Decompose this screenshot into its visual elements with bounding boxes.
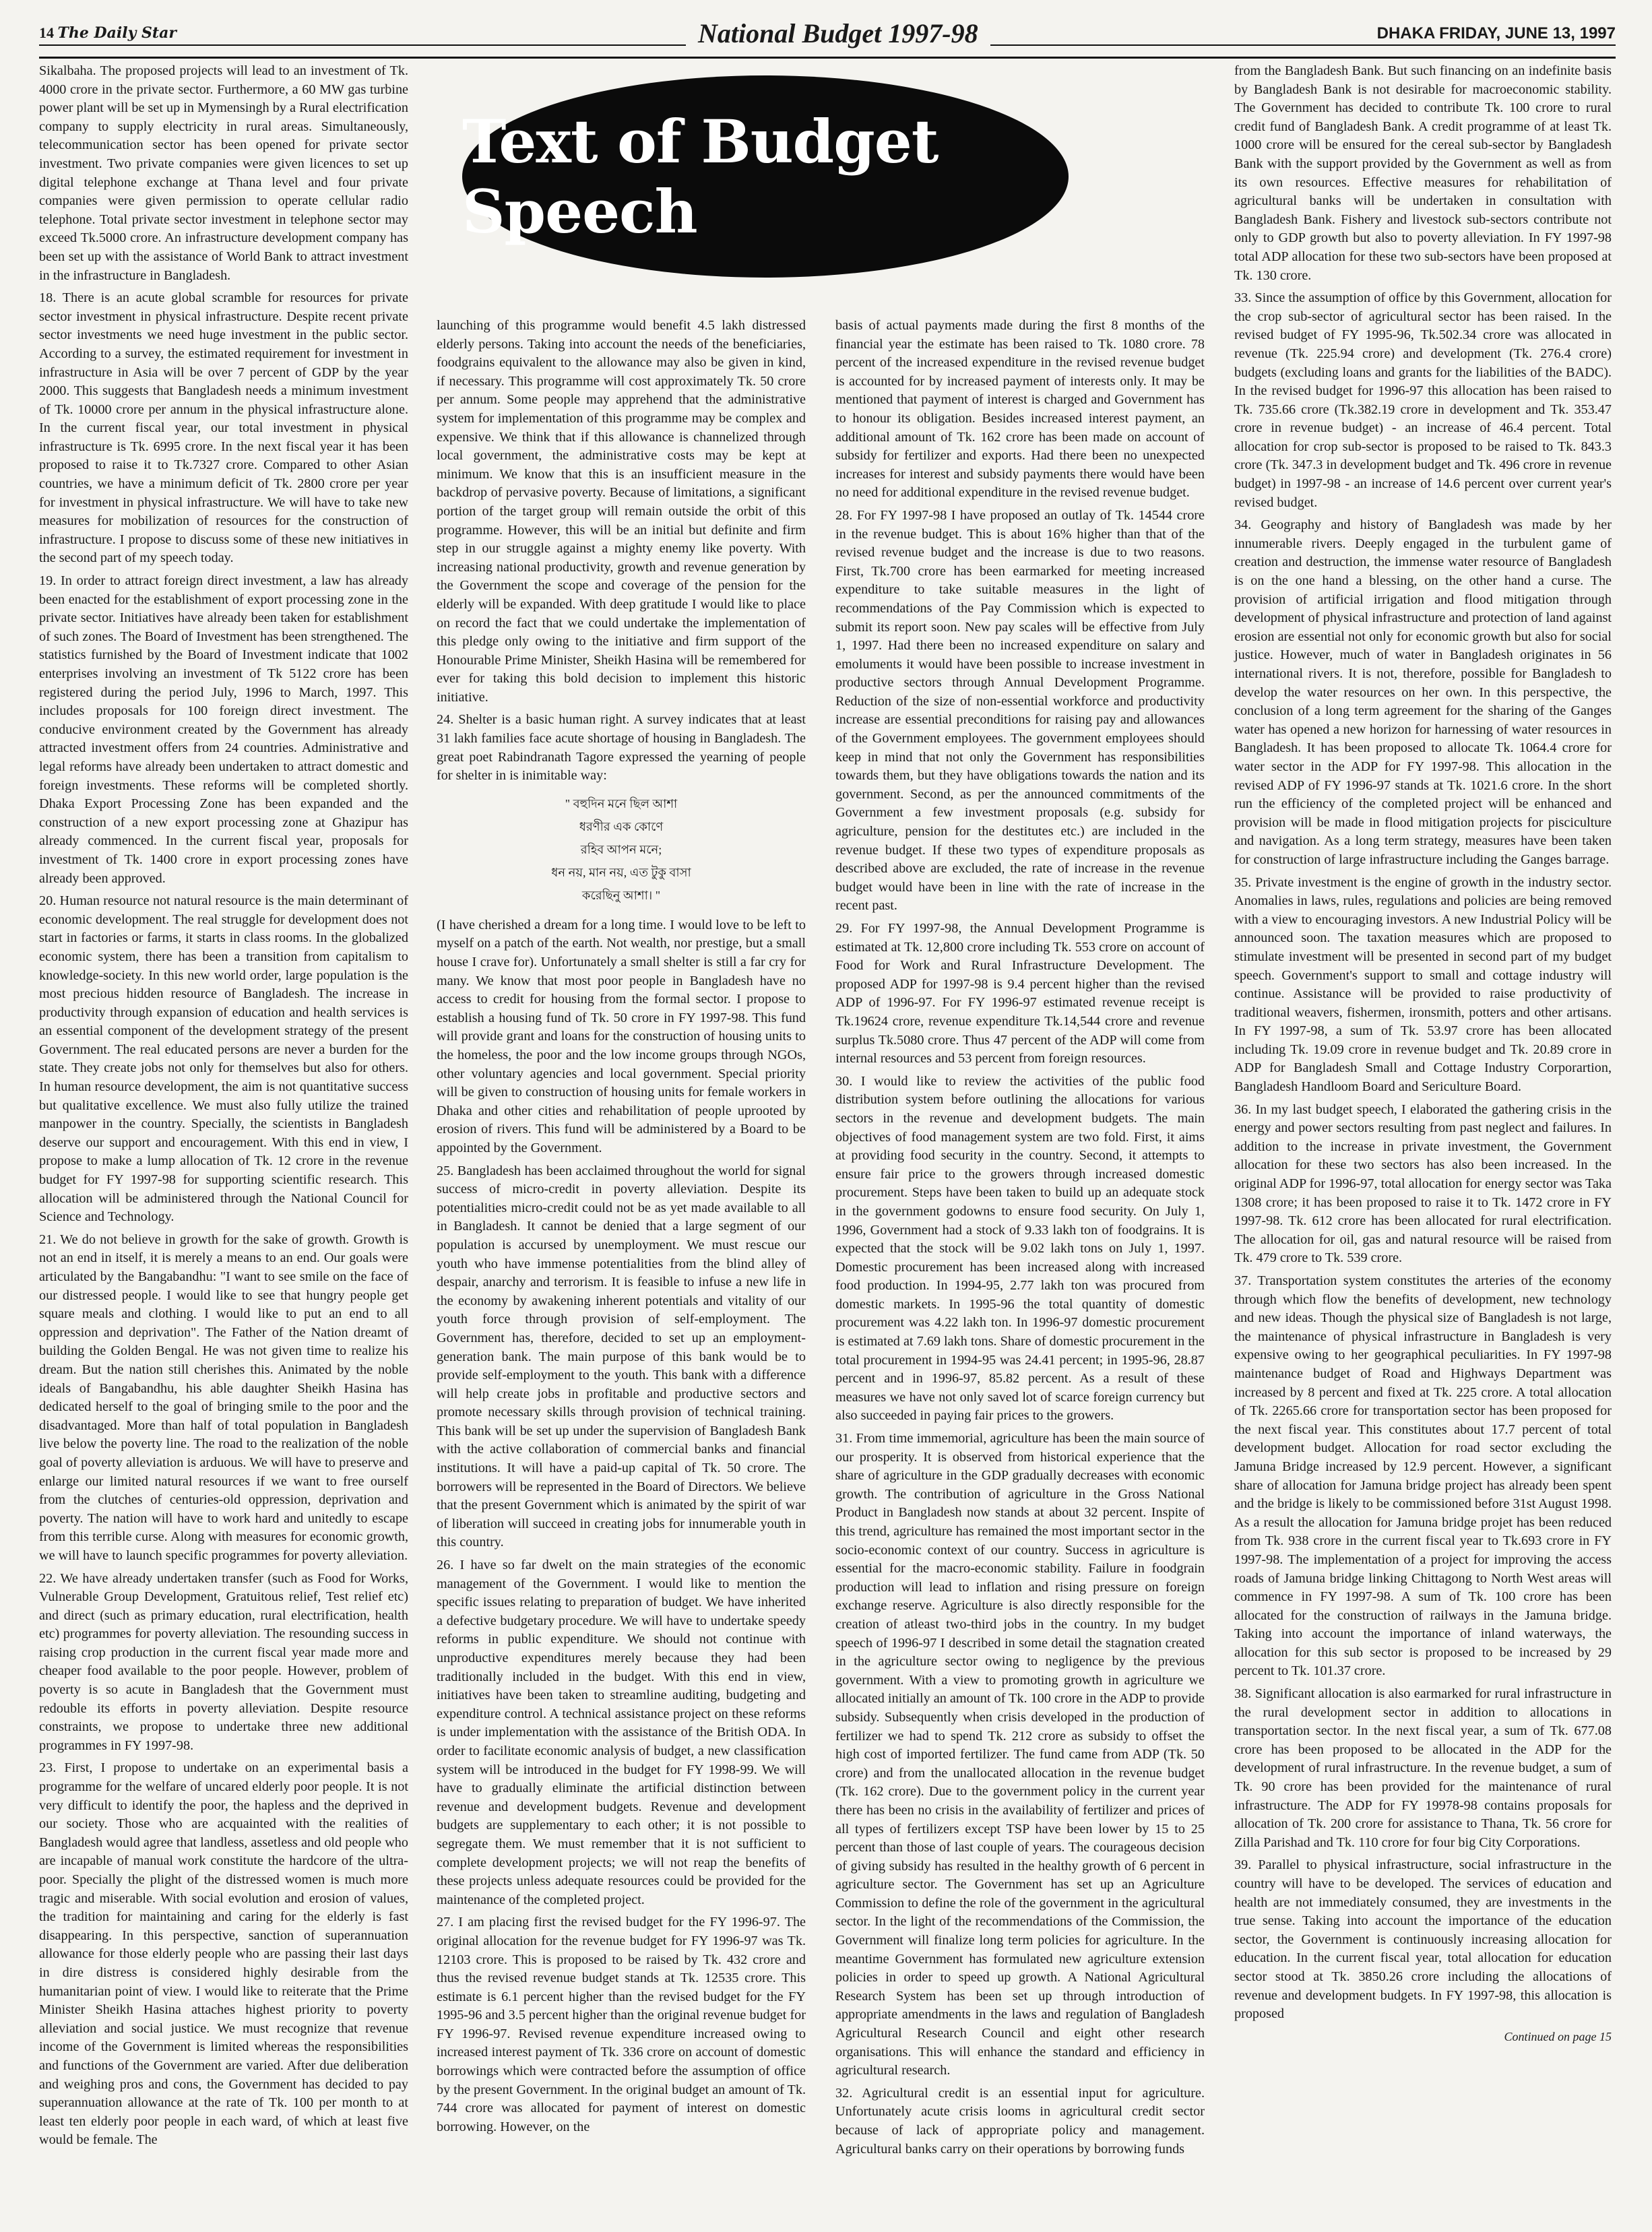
continued-note: Continued on page 15	[1504, 2029, 1612, 2043]
column-1	[39, 62, 408, 2211]
tagore-poem	[437, 792, 806, 907]
paragraph: Sikalbaha. The proposed projects will lead to an investment of Tk. 4000 crore in the private sector. Furthermore, a 60 MW gas turbine power plant will be set up in Mymensingh by a Rural electrification company to supply electricity in rural areas. Simultaneously, telecommunication sector has been opened for private sector investment. Two private companies were given licences to set up digital telephone exchange at Thana level and four private companies were given permission to operate cellular radio telephone. Total private sector investment in telephone sector may exceed Tk.5000 crore. An infrastructure development company has been set up with the assistance of World Bank to attract investment in the infrastructure in Bangladesh.	[39, 63, 408, 283]
poem-line: " বহুদিন মনে ছিল আশা	[565, 796, 678, 810]
headline: Text of Budget Speech	[462, 106, 939, 247]
paragraph: 29. For FY 1997-98, the Annual Development Programme is estimated at Tk. 12,800 crore including Tk. 553 crore on account of Food for Work and Rural Infrastructure Development. The proposed ADP for 1997-98 is 9.4 percent higher than the revised ADP of 1996-97. For FY 1996-97 estimated revenue receipt is Tk.19624 crore, revenue expenditure Tk.14,544 crore and revenue surplus Tk.5080 crore. Thus 47 percent of the ADP will come from internal resources and 53 percent from foreign resources.	[835, 921, 1205, 1066]
paragraph: 24. Shelter is a basic human right. A survey indicates that at least 31 lakh families face acute shortage of housing in Bangladesh. The great poet Rabindranath Tagore expressed the yearning of people for shelter in is inimitable way:	[437, 712, 806, 784]
poem-line: করেছিনু আশা। "	[581, 888, 661, 902]
paragraph: 30. I would like to review the activities of the public food distribution system before outlining the allocations for various sectors in the revenue and development budgets. The main objectives of food management system are two fold. First, it aims at providing food security in the country. Second, it attempts to ensure fair price to the growers through increased domestic procurement. Steps have been taken to build up an adequate stock in the government godowns to ensure food security. On July 1, 1996, Government had a stock of 9.33 lakh ton of foodgrains. It is expected that the stock will be 9.02 lakh tons on July 1, 1997. Domestic procurement has been increased along with increased food production. In 1994-95, 2.77 lakh ton was procured from domestic markets. In 1995-96 the total quantity of domestic procurement was 4.22 lakh ton. In 1996-97 domestic procurement is estimated at 7.69 lakh tons. Share of domestic procurement in the total procurement in 1994-95 was 24.41 percent; in 1995-96, 28.87 percent and in 1996-97, 85.82 percent. As a result of these measures we have not only saved lot of scarce foreign currency but also succeeded in paying fair prices to the growers.	[835, 1073, 1205, 1424]
paragraph: from the Bangladesh Bank. But such financing on an indefinite basis by Bangladesh Bank is not desirable for macroeconomic stability. The Government has decided to contribute Tk. 100 crore to rural credit fund of Bangladesh Bank. A credit programme of at least Tk. 1000 crore will be ensured for the cereal sub-sector by Bangladesh Bank with the support provided by the Government as well as from its own resources. Effective measures for rehabilitation of agricultural banks will be undertaken in consultation with Bangladesh Bank. Fishery and livestock sub-sectors contribute not only to GDP growth but also to poverty alleviation. In FY 1997-98 total ADP allocation for these two sub-sectors have been proposed at Tk. 130 crore.	[1234, 63, 1612, 283]
paragraph: 39. Parallel to physical infrastructure, social infrastructure in the country will have to be developed. The services of education and health are not immediately consumed, they are investments in the true sense. Taking into account the importance of the education sector, the Government is continuously increasing allocation for education. In the current fiscal year, total allocation for education sector stood at Tk. 3850.26 crore including the allocations of revenue and development budgets. In FY 1997-98, this allocation is proposed	[1234, 1857, 1612, 2022]
paragraph: basis of actual payments made during the first 8 months of the financial year the estimate has been raised to Tk. 1080 crore. 78 percent of the increased expenditure in the revised revenue budget is accounted for by increased payment of interests only. It may be mentioned that payment of interest is charged and Government has to honour its obligation. Besides increased interest payment, an additional amount of Tk. 162 crore has been made on account of subsidy for fertilizer and exports. Had there been no unexpected increases for interest and subsidy payments there would have been no need for additional expenditure in the revised revenue budget.	[835, 318, 1205, 501]
paragraph: 26. I have so far dwelt on the main strategies of the economic management of the Government. I would like to mention the specific issues relating to preparation of budget. We have inherited a defective budgetary procedure. We will have to undertake speedy reforms in public expenditure. We should not continue with unproductive expenditures merely because they had been traditionally included in the budget. With this end in view, initiatives have been taken to streamline auditing, budgeting and expenditure control. A technical assistance project on these reforms is under implementation with the assistance of the British ODA. In order to facilitate economic analysis of budget, a new classification system will be introduced in the budget for FY 1998-99. We will have to gradually eliminate the artificial distinction between revenue and development budgets. Revenue and development budgets are supplementary to each other; it is not possible to segregate them. We must remember that it is not sufficient to complete development projects; we will not reap the benefits of these projects unless adequate resources could be provided for the maintenance of the completed project.	[437, 1558, 806, 1907]
section-title: National Budget 1997-98	[686, 18, 990, 49]
paragraph: 37. Transportation system constitutes the arteries of the economy through which flow the benefits of development, new technology and new ideas. Though the physical size of Bangladesh is not large, the maintenance of physical infrastructure in Bangladesh is very expensive owing to her geographical peculiarities. In FY 1997-98 maintenance budget of Road and Highways Department was increased by 8 percent and fixed at Tk. 225 crore. A total allocation of Tk. 2265.66 crore for transportation sector has been proposed for the next fiscal year. This constitutes about 17.7 percent of total development budget. Allocation for road sector excluding the Jamuna Bridge increased by 12.9 percent. However, a significant share of allocation for Jamuna bridge project has already been spent and the bridge is likely to be commissioned before 31st August 1998. As a result the allocation for Jamuna bridge projet has been reduced from Tk. 938 crore in the current fiscal year to Tk.693 crore in FY 1997-98. The implementation of a project for improving the access roads of Jamuna bridge linking Chittagong to North West areas will commence in FY 1997-98. A sum of Tk. 100 crore has been allocated for the construction of railways in the Jamuna bridge. Taking into account the importance of inland waterways, the allocation for this sub sector is proposed to be increased by 29 percent to Tk. 101.37 crore.	[1234, 1273, 1612, 1679]
paragraph: 23. First, I propose to undertake on an experimental basis a programme for the welfare of uncared elderly poor people. It is not very difficult to identify the poor, the hapless and the deprived in our society. Those who are acquainted with the realities of Bangladesh would agree that landless, assetless and old people who are incapable of manual work constitute the hardcore of the ultra-poor. Specially the plight of the distressed women is much more tragic and miserable. With social evolution and erosion of values, the tradition for maintaining and caring for the elderly is fast disappearing. In this perspective, sanction of superannuation allowance for those elderly people who are passing their last days in dire distress is considered highly desirable from the humanitarian point of view. I would like to reiterate that the Prime Minister Sheikh Hasina attaches highest priority to poverty alleviation and social justice. We must recognize that revenue income of the Government is limited whereas the responsibilities and functions of the Government are varied. After due deliberation and weighing pros and cons, the Government has decided to pay superannuation allowance at the rate of Tk. 100 per month to at least ten elderly poor people in each ward, of which at least five would be female. The	[39, 1760, 408, 2148]
poem-line: ধরণীর এক কোণে	[579, 819, 664, 833]
paragraph: launching of this programme would benefit 4.5 lakh distressed elderly persons. Taking into account the needs of the beneficiaries, foodgrains equivalent to the allowance may also be given in kind, if necessary. This programme will cost approximately Tk. 50 crore per annum. Some people may apprehend that the administrative system for implementation of this programme may be complex and expensive. We think that if this allowance is channelized through local government, the administrative costs may be kept at minimum. We know that this is an insufficient measure in the backdrop of pervasive poverty. Because of limitations, a significant portion of the target group will remain outside the orbit of this programme. However, this will be an initial but definite and firm step in our struggle against a mighty enemy like poverty. With increasing national productivity, growth and revenue generation by the Government the scope and coverage of the pension for the elderly will be expanded. With deep gratitude I would like to place on record the fact that we could undertake the implementation of this pledge only owing to the initiative and firm support of the Honourable Prime Minister, Sheikh Hasina will be remembered for ever for taking this bold decision to implement this historic initiative.	[437, 318, 806, 705]
paragraph: 35. Private investment is the engine of growth in the industry sector. Anomalies in laws, rules, regulations and policies are being removed with a view to encouraging investors. A new Industrial Policy will be announced soon. The taxation measures which are proposed to stimulate investment will be presented in second part of my budget speech. Government's support to small and cottage industry will continue. Assistance will be provided to raise productivity of traditional weavers, fishermen, ironsmith, potters and other artisans. In FY 1997-98, a sum of Tk. 53.97 crore has been allocated including Tk. 19.09 crore in revenue budget and Tk. 20.89 crore in ADP for Bangladesh Small and Cottage Industry Corporartion, Bangladesh Handloom Board and Sericulture Board.	[1234, 874, 1612, 1095]
paragraph: 34. Geography and history of Bangladesh was made by her innumerable rivers. Deeply engaged in the turbulent game of creation and destruction, the immense water resource of Bangladesh is on the one hand a blessing, on the other hand a curse. The provision of artificial irrigation and flood mitigation through development of physical infrastructure and protection of land against erosion are essential not only for economic growth but also for social justice. However, much of water in Bangladesh originates in 56 international rivers. It is not, therefore, possible for Bangladesh to develop the water resources on her own. In this perspective, the conclusion of a long term agreement for the sharing of the Ganges water has opened a new horizon for harnessing of water resources in Bangladesh. It has been proposed to allocate Tk. 1064.4 crore for water sector in the ADP for FY 1997-98. This allocation in the revised ADP of FY 1996-97 stands at Tk. 1021.6 crore. In the short run the efficiency of the completed project will be enhanced and provision will be made in flood mitigation projects for pisciculture and navigation. As a long term strategy, measures have been taken for construction of large infrastructure including the Ganges barrage.	[1234, 517, 1612, 867]
paragraph: 21. We do not believe in growth for the sake of growth. Growth is not an end in itself, it is merely a means to an end. Our goals were articulated by the Bangabandhu: "I want to see smile on the face of our distressed people. I would like to see that hungry people get square meals and clothing. I would like to put an end to all oppression and deprivation". The Father of the Nation dreamt of building the Golden Bengal. He was not given time to realize his dream. But the nation still cherishes this. Animated by the noble ideals of Bangabandhu, his able daughter Sheikh Hasina has dedicated herself to the goal of bringing smile to the poor and the disadvantaged. More than half of total population in Bangladesh live below the poverty line. The road to the realization of the noble goal of poverty alleviation is arduous. We will have to preserve and enlarge our limited natural resources if we want to free ourself from the clutches of centuries-old oppression, deprivation and poverty. The nation will have to work hard and unitedly to escape from this terrible curse. Along with measures for economic growth, we will have to launch specific programmes for poverty alleviation.	[39, 1232, 408, 1563]
page-header-left	[39, 24, 177, 42]
paragraph: 28. For FY 1997-98 I have proposed an outlay of Tk. 14544 crore in the revenue budget. This is about 16% higher than that of the revised revenue budget and the increase is due to two reasons. First, Tk.700 crore has been earmarked for meeting increased expenditure to take suitable measures in the light of recommendations of the Pay Commission which is expected to submit its report soon. New pay scales will be effective from July 1, 1997. Had there been no increased expenditure on salary and emoluments it would have been possible to increase investment in productive sectors through Annual Development Programme. Reduction of the size of non-essential workforce and productivity increase are essential preconditions for raising pay and allowances of the Government employees. The government employees should keep in mind that not only the Government has responsibilities towards them, but they have obligations towards the nation and its government. Second, as per the announced commitments of the Government a few investment proposals (e.g. subsidy for agriculture, pension for the destitutes etc.) are included in the revenue budget. If these two types of expenditure proposals as described above are excluded, the rate of increase in the revenue budget would have been in line with the rate of increase in the recent past.	[835, 507, 1205, 914]
poem-line: রহিব আপন মনে;	[580, 842, 662, 856]
paragraph: 31. From time immemorial, agriculture has been the main source of our prosperity. It is observed from historical experience that the share of agriculture in the GDP gradually decreases with economic growth. The contribution of agriculture in the Gross National Product in Bangladesh now stands at about 32 percent. Inspite of this trend, agriculture has remained the most important sector in the socio-economic context of our country. Success in agriculture is essential for the macro-economic stability. Failure in foodgrain production will lead to inflation and rising pressure on foreign exchange reserve. Agriculture is also directly responsible for the creation of atleast two-third jobs in the country. In my budget speech of 1996-97 I described in some detail the stagnation created in the agriculture sector owing to negligence by the previous government. With a view to promoting growth in agriculture we allocated initially an amount of Tk. 100 crore in the ADP to provide subsidy. Subsequently when crisis developed in the production of fertilizer we had to spend Tk. 212 crore as subsidy to offset the high cost of imported fertilizer. The fund came from ADP (Tk. 50 crore) and from the unallocated allocation in the revenue budget (Tk. 162 crore). Due to the government policy in the current year there has been no crisis in the availability of fertilizer and prices of all types of fertilizers except TSP have been lower by 15 to 25 percent than those of last couple of years. The courageous decision of giving subsidy has resulted in the healthy growth of 6 percent in agriculture sector. The Government has set up an Agriculture Commission to define the role of the government in the agricultural sector. In the light of the recommendations of the Commission, the Government will finalize long term policies for agriculture. In the meantime Government has formulated new agriculture extension policies in order to speed up growth. A National Agricultural Research System has been set up through introduction of appropriate amendments in the laws and regulation of Bangladesh Agricultural Research Council and eight other research organisations. This will enhance the standard and efficiency in agricultural research.	[835, 1431, 1205, 2078]
page-number: 14	[39, 24, 54, 41]
column-4	[1234, 62, 1612, 2211]
paragraph: 18. There is an acute global scramble for resources for private sector investment in physical infrastructure. Despite recent private sector investments we need huge investment in the public sector. According to a survey, the estimated requirement for investment in infrastructure in Asia will be over 7 percent of GDP by the year 2000. This suggests that Bangladesh needs a minimum investment of Tk. 10000 crore per annum in the physical infrastructure alone. In the current fiscal year, our total investment in physical infrastructure is Tk. 6995 crore. In the next fiscal year it has been proposed to raise it to Tk.7327 crore. Compared to other Asian countries, we have a minimum deficit of Tk. 2800 crore per year for investment in physical infrastructure. We will have to take new measures for mobilization of resources for the construction of infrastructure. I propose to discuss some of these new initiatives in the second part of my speech today.	[39, 290, 408, 566]
paragraph: (I have cherished a dream for a long time. I would love to be left to myself on a patch of the earth. Not wealth, nor prestige, but a small house I crave for). Unfortunately a small shelter is still a far cry for many. We know that most poor people in Bangladesh have no access to credit for housing from the formal sector. I propose to establish a housing fund of Tk. 50 crore in FY 1997-98. This fund will provide grant and loans for the construction of housing units to the homeless, the poor and the low income groups through NGOs, other voluntary agencies and local government. Special priority will be given to construction of housing units for female workers in Dhaka and other cities and rehabilitation of people uprooted by erosion of rivers. This fund will be administered by a Board to be appointed by the Government.	[437, 917, 806, 1155]
paragraph: 25. Bangladesh has been acclaimed throughout the world for signal success of micro-credit in poverty alleviation. Despite its potentialities micro-credit could not be as yet made available to all in Bangladesh. It cannot be denied that a large segment of our population is accursed by unemployment. We must rescue our youth who have immense potentialities from the blind alley of despair, anarchy and terrorism. It is feasible to infuse a new life in the economy by awakening inherent potentials and vitality of our youth force through provision of self-employment. The Government has, therefore, decided to set up an employment-generation bank. The main purpose of this bank would be to provide self-employment to the youth. This bank with a difference will help create jobs in profitable and productive sectors and promote necessary skills through provision of technical training. This bank will be set up under the supervision of Bangladesh Bank with the active collaboration of commercial banks and financial institutions. It will have a paid-up capital of Tk. 50 crore. The borrowers will be represented in the Board of Directors. We believe that the present Government which is animated by the spirit of war of liberation will succeed in creating jobs for innumerable youth in this country.	[437, 1163, 806, 1550]
paragraph: 22. We have already undertaken transfer (such as Food for Works, Vulnerable Group Development, Gratuitous relief, Test relief etc) and direct (such as primary education, rural electrification, health etc) programmes for poverty alleviation. The resounding success in raising crop production in the current fiscal year made more and cheaper food available to the poor people. However, problem of poverty is so acute in Bangladesh that the Government must redouble its efforts in poverty alleviation. Despite resource constraints, we propose to undertake three new additional programmes in FY 1997-98.	[39, 1570, 408, 1753]
masthead	[39, 15, 1616, 59]
poem-line: ধন নয়, মান নয়, এত টুকু বাসা	[551, 865, 691, 879]
dateline: DHAKA FRIDAY, JUNE 13, 1997	[1376, 24, 1616, 42]
paragraph: 19. In order to attract foreign direct investment, a law has already been enacted for the establishment of export processing zone in the private sector. Initiatives have already been taken for establishment of such zones. The Board of Investment has been strengthened. The statistics furnished by the Board of Investment indicate that 1002 enterprises involving an investment of Tk 5122 crore has been registered during the period July, 1996 to March, 1997. This includes proposals for 100 foreign direct investment. The conducive environment created by the Government has already attracted investment offers from 24 countries. Administrative and legal reforms have already been undertaken to attract domestic and foreign investments. These reforms will be completed shortly. Dhaka Export Processing Zone has been expanded and the construction of a new export processing zone at Ghazipur has already commenced. In the current fiscal year, proposals for investment of Tk. 1400 crore in export processing zones have already been approved.	[39, 573, 408, 886]
paper-name: The Daily Star	[57, 24, 177, 42]
paragraph: 27. I am placing first the revised budget for the FY 1996-97. The original allocation for the revenue budget for FY 1996-97 was Tk. 12103 crore. This is proposed to be raised by Tk. 432 crore and thus the revised revenue budget stands at Tk. 12535 crore. This estimate is 6.1 percent higher than the revised budget for the FY 1995-96 and 3.5 percent higher than the original revenue budget for FY 1996-97. Revised revenue expenditure increased owing to increased interest payment of Tk. 336 crore on account of domestic borrowings which were contracted before the assumption of office by the present Government. In the original budget an amount of Tk. 744 crore was allocated for payment of interest on domestic borrowing. However, on the	[437, 1915, 806, 2134]
paragraph: 36. In my last budget speech, I elaborated the gathering crisis in the energy and power sectors resulting from past neglect and failures. In addition to the increase in private investment, the Government allocation for these two sectors has also been increased. In the original ADP for 1996-97, total allocation for energy sector was Taka 1308 crore; it has been proposed to raise it to Tk. 1472 crore in FY 1997-98. Tk. 612 crore has been allocated for rural electrification. The allocation for oil, gas and natural resource will be raised from Tk. 479 crore to Tk. 539 crore.	[1234, 1102, 1612, 1266]
column-2	[437, 317, 806, 2210]
paragraph: 32. Agricultural credit is an essential input for agriculture. Unfortunately acute crisis looms in agricultural credit sector because of lack of appropriate policy and management. Agricultural banks carry on their operations by borrowing funds	[835, 2085, 1205, 2157]
headline-banner	[462, 75, 1069, 278]
paragraph: 38. Significant allocation is also earmarked for rural infrastructure in the rural development sector in addition to allocations in transportation sector. In the next fiscal year, a sum of Tk. 677.08 crore has been proposed to be allocated in the ADP for the development of rural infrastructure. In the revenue budget, a sum of Tk. 90 crore has been provided for the maintenance of rural infrastructure. The ADP for FY 19978-98 contains proposals for allocation of Tk. 200 crore for assistance to Thana, Tk. 56 crore for Zilla Parishad and Tk. 110 crore for four big City Corporations.	[1234, 1686, 1612, 1850]
paragraph: 33. Since the assumption of office by this Government, allocation for the crop sub-sector of agricultural sector has been raised. In the revised budget of FY 1995-96, Tk.502.34 crore was allocated in revenue (Tk. 225.94 crore) and development (Tk. 276.4 crore) budgets (excluding loans and grants for the liabilities of the BADC). In the revised budget for 1996-97 this allocation has been raised to Tk. 735.66 crore (Tk.382.19 crore in development and Tk. 353.47 crore in revenue budget) - an increase of 46.4 percent. Total allocation for crop sub-sector is proposed to be raised to Tk. 843.3 crore (Tk. 347.3 in development budget and Tk. 496 crore in revenue budget) in 1997-98 - an increase of 14.6 percent over current year's revised budget.	[1234, 290, 1612, 510]
column-3	[835, 317, 1205, 2210]
paragraph: 20. Human resource not natural resource is the main determinant of economic development. The real struggle for development does not start in factories or farms, it starts in class rooms. In the globalized economic system, there has been a transition from capitalism to knowledge-society. In this new world order, large population is the most precious hidden resource of Bangladesh. The increase in productivity through expansion of education and health services is an essential component of the development strategy of the present Government. The real educated persons are never a burden for the state. They create jobs not only for themselves but also for others. In human resource development, the aim is not quantitative success but qualitative excellence. We must also fully utilize the trained manpower in the country. Specially, the scientists in Bangladesh deserve our support and encouragement. With this end in view, I propose to make a lump allocation of Tk. 12 crore in the revenue budget for FY 1997-98 for supporting scientific research. This allocation will be administered through the National Council for Science and Technology.	[39, 893, 408, 1225]
